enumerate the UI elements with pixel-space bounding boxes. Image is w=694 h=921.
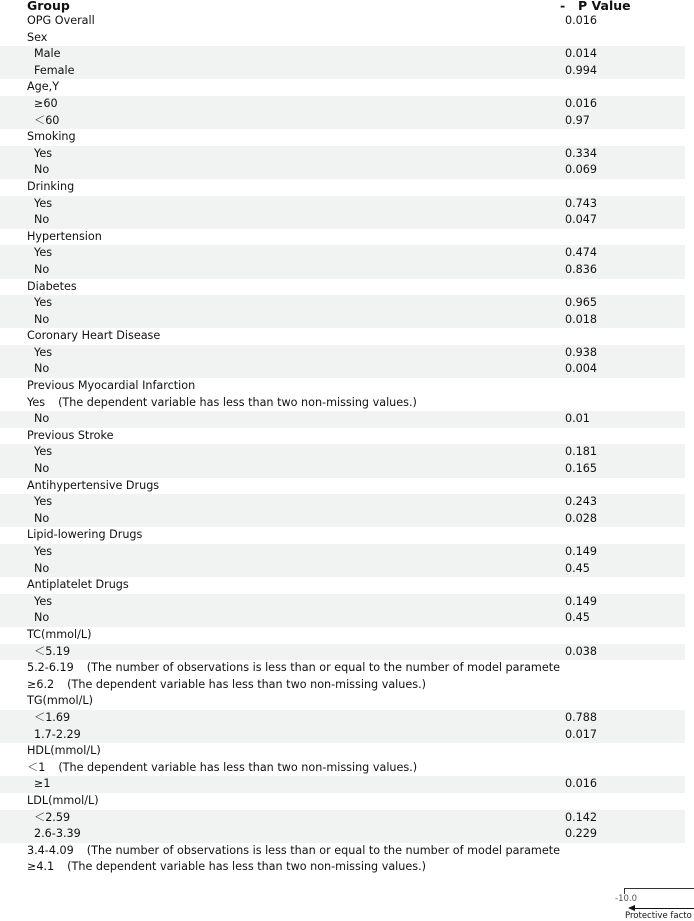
table-row: [0, 46, 685, 63]
table-row: [0, 312, 685, 329]
group-label: [27, 527, 142, 544]
table-row: [0, 461, 685, 478]
group-label: [34, 63, 74, 80]
table-row: [0, 262, 685, 279]
row-note: (The dependent variable has less than two non-missing values.): [67, 860, 427, 874]
p-value-cell: 0.45: [565, 561, 590, 575]
group-label-text: No: [34, 462, 50, 476]
p-value-cell: 0.97: [565, 113, 590, 127]
group-label: [27, 279, 77, 296]
p-value-cell: 0.017: [565, 727, 598, 741]
table-row: [0, 179, 685, 196]
group-label-text: 1.7-2.29: [34, 727, 81, 741]
group-label: [34, 262, 49, 279]
header-dash: -: [560, 0, 566, 13]
protective-arrow-line: [634, 908, 694, 909]
table-row: [0, 843, 685, 860]
group-label: [27, 478, 159, 495]
group-label: [27, 179, 74, 196]
group-label: [34, 312, 49, 329]
table-row: [0, 345, 685, 362]
p-value-cell: 0.994: [565, 63, 598, 77]
table-row: [0, 79, 685, 96]
p-value-cell: 0.014: [565, 47, 598, 61]
group-label: [34, 295, 52, 312]
protective-factor-label: Protective facto: [625, 911, 692, 921]
group-label-text: Yes: [34, 196, 53, 210]
p-value-cell: 0.836: [565, 262, 598, 276]
group-label-text: ≥6.2: [27, 677, 55, 691]
group-label: [34, 146, 52, 163]
group-label: [27, 693, 93, 710]
group-label: [27, 30, 47, 47]
group-label-text: Age,Y: [27, 80, 60, 94]
table-row: [0, 295, 685, 312]
p-value-cell: 0.165: [565, 462, 598, 476]
p-value-cell: 0.004: [565, 362, 598, 376]
table-row: [0, 63, 685, 80]
table-row: [0, 245, 685, 262]
subgroup-table: [0, 13, 685, 876]
table-row: [0, 544, 685, 561]
p-value-cell: 0.149: [565, 594, 598, 608]
group-label: [34, 594, 52, 611]
group-label-text: Drinking: [27, 179, 75, 193]
group-label-text: Yes: [34, 495, 53, 509]
group-label-text: Hypertension: [27, 229, 102, 243]
table-row: [0, 129, 685, 146]
group-label: [34, 96, 58, 113]
table-row: [0, 610, 685, 627]
group-label-text: Diabetes: [27, 279, 77, 293]
group-label-text: Sex: [27, 30, 48, 44]
group-label: [34, 162, 49, 179]
group-label-text: ＜5.19: [34, 644, 71, 658]
group-label: [27, 229, 102, 246]
p-value-cell: 0.474: [565, 246, 598, 260]
p-value-cell: 0.965: [565, 296, 598, 310]
group-label: [34, 776, 51, 793]
group-label: [34, 826, 81, 843]
table-row: [0, 444, 685, 461]
table-row: [0, 627, 685, 644]
group-label-text: Previous Myocardial Infarction: [27, 379, 196, 393]
p-value-cell: 0.01: [565, 412, 590, 426]
p-value-cell: 0.038: [565, 644, 598, 658]
table-row: [0, 810, 685, 827]
group-label: [27, 677, 426, 694]
group-label: [34, 196, 52, 213]
group-label: [27, 378, 195, 395]
group-label: [34, 345, 52, 362]
table-row: [0, 743, 685, 760]
p-value-cell: 0.069: [565, 163, 598, 177]
table-row: [0, 13, 685, 30]
table-row: [0, 710, 685, 727]
row-note: (The dependent variable has less than two non-missing values.): [67, 677, 427, 691]
group-label: [34, 46, 61, 63]
group-label-text: ＜60: [34, 113, 60, 127]
p-value-cell: 0.018: [565, 312, 598, 326]
group-label-text: ＜1: [27, 760, 46, 774]
forest-axis: [600, 880, 692, 921]
group-label-text: ≥1: [34, 777, 51, 791]
table-row: [0, 428, 685, 445]
group-label-text: Yes: [27, 395, 46, 409]
group-label-text: Coronary Heart Disease: [27, 329, 161, 343]
table-row: [0, 527, 685, 544]
table-row: [0, 229, 685, 246]
table-row: [0, 279, 685, 296]
p-value-cell: 0.334: [565, 146, 598, 160]
row-note: (The dependent variable has less than two non-missing values.): [58, 395, 417, 409]
group-label-text: OPG Overall: [27, 14, 95, 27]
table-row: [0, 212, 685, 229]
group-label: [34, 727, 81, 744]
axis-line: [624, 888, 694, 889]
group-label: [27, 743, 101, 760]
group-label-text: Female: [34, 63, 75, 77]
group-label-text: Yes: [34, 246, 53, 260]
group-label-text: HDL(mmol/L): [27, 744, 101, 758]
group-label-text: LDL(mmol/L): [27, 793, 99, 807]
group-label-text: Yes: [34, 445, 53, 459]
p-value-cell: 0.743: [565, 196, 598, 210]
group-label: [27, 859, 426, 876]
table-row: [0, 146, 685, 163]
group-label: [34, 411, 49, 428]
group-label-text: Yes: [34, 296, 53, 310]
table-row: [0, 113, 685, 130]
group-label: [27, 428, 113, 445]
group-label: [34, 461, 49, 478]
table-row: [0, 859, 685, 876]
group-label: [27, 660, 560, 677]
p-value-cell: 0.45: [565, 611, 590, 625]
table-row: [0, 693, 685, 710]
group-label: [27, 13, 95, 30]
row-note: (The number of observations is less than or equal to the number of model paramete: [86, 843, 560, 857]
table-row: [0, 793, 685, 810]
group-label: [27, 328, 160, 345]
group-label: [34, 561, 49, 578]
table-row: [0, 196, 685, 213]
axis-tick-label: -10.0: [615, 894, 637, 904]
group-label: [27, 627, 91, 644]
group-label: [34, 610, 49, 627]
p-value-cell: 0.788: [565, 710, 598, 724]
group-label-text: ＜2.59: [34, 810, 71, 824]
group-label-text: ≥4.1: [27, 860, 55, 874]
group-label: [34, 710, 70, 727]
group-label-text: TG(mmol/L): [27, 694, 93, 708]
table-row: [0, 660, 685, 677]
group-label-text: Yes: [34, 345, 53, 359]
table-row: [0, 162, 685, 179]
table-row: [0, 478, 685, 495]
group-label: [34, 245, 52, 262]
group-label-text: No: [34, 163, 50, 177]
group-label-text: Smoking: [27, 130, 76, 144]
row-note: (The number of observations is less than or equal to the number of model paramete: [86, 661, 560, 675]
group-label-text: Male: [34, 47, 61, 61]
group-label: [34, 113, 59, 130]
group-label-text: Antihypertensive Drugs: [27, 478, 160, 492]
group-label: [27, 793, 99, 810]
table-row: [0, 776, 685, 793]
table-row: [0, 378, 685, 395]
group-label-text: No: [34, 561, 50, 575]
group-label-text: ＜1.69: [34, 710, 71, 724]
p-value-cell: 0.142: [565, 810, 598, 824]
group-label: [27, 760, 417, 777]
p-value-cell: 0.028: [565, 511, 598, 525]
group-label: [34, 810, 70, 827]
p-value-cell: 0.181: [565, 445, 598, 459]
group-column-header: Group: [27, 0, 70, 13]
group-label: [34, 212, 49, 229]
table-row: [0, 594, 685, 611]
group-label: [34, 444, 52, 461]
group-label-text: Yes: [34, 594, 53, 608]
table-row: [0, 727, 685, 744]
table-row: [0, 511, 685, 528]
group-label: [34, 511, 49, 528]
table-row: [0, 494, 685, 511]
p-value-cell: 0.047: [565, 213, 598, 227]
p-value-cell: 0.016: [565, 14, 598, 27]
group-label-text: Yes: [34, 146, 53, 160]
p-value-column-header: P Value: [578, 0, 631, 13]
group-label: [27, 843, 560, 860]
table-row: [0, 826, 685, 843]
p-value-cell: 0.016: [565, 96, 598, 110]
group-label-text: No: [34, 312, 50, 326]
group-label-text: No: [34, 412, 50, 426]
p-value-cell: 0.243: [565, 495, 598, 509]
row-note: (The dependent variable has less than two non-missing values.): [58, 760, 418, 774]
group-label-text: No: [34, 213, 50, 227]
table-row: [0, 760, 685, 777]
group-label-text: Yes: [34, 545, 53, 558]
p-value-cell: 0.149: [565, 545, 598, 558]
p-value-cell: 0.938: [565, 345, 598, 359]
group-label: [34, 494, 52, 511]
table-row: [0, 361, 685, 378]
p-value-cell: 0.229: [565, 827, 598, 841]
table-row: [0, 677, 685, 694]
group-label-text: 5.2-6.19: [27, 661, 74, 675]
group-label-text: Lipid-lowering Drugs: [27, 528, 143, 542]
table-row: [0, 395, 685, 412]
group-label: [27, 79, 59, 96]
group-label: [34, 361, 49, 378]
group-label-text: No: [34, 262, 50, 276]
group-label-text: ≥60: [34, 96, 58, 110]
group-label: [34, 644, 70, 661]
group-label-text: TC(mmol/L): [27, 627, 92, 641]
group-label-text: Antiplatelet Drugs: [27, 578, 129, 592]
group-label-text: No: [34, 511, 50, 525]
group-label: [34, 544, 52, 561]
table-row: [0, 30, 685, 47]
group-label-text: No: [34, 362, 50, 376]
table-row: [0, 328, 685, 345]
table-row: [0, 411, 685, 428]
group-label-text: 3.4-4.09: [27, 843, 74, 857]
group-label: [27, 129, 76, 146]
table-row: [0, 561, 685, 578]
group-label-text: 2.6-3.39: [34, 827, 81, 841]
group-label: [27, 395, 417, 412]
group-label-text: Previous Stroke: [27, 428, 114, 442]
table-row: [0, 96, 685, 113]
group-label-text: No: [34, 611, 50, 625]
group-label: [27, 577, 129, 594]
p-value-cell: 0.016: [565, 777, 598, 791]
table-row: [0, 577, 685, 594]
table-row: [0, 644, 685, 661]
